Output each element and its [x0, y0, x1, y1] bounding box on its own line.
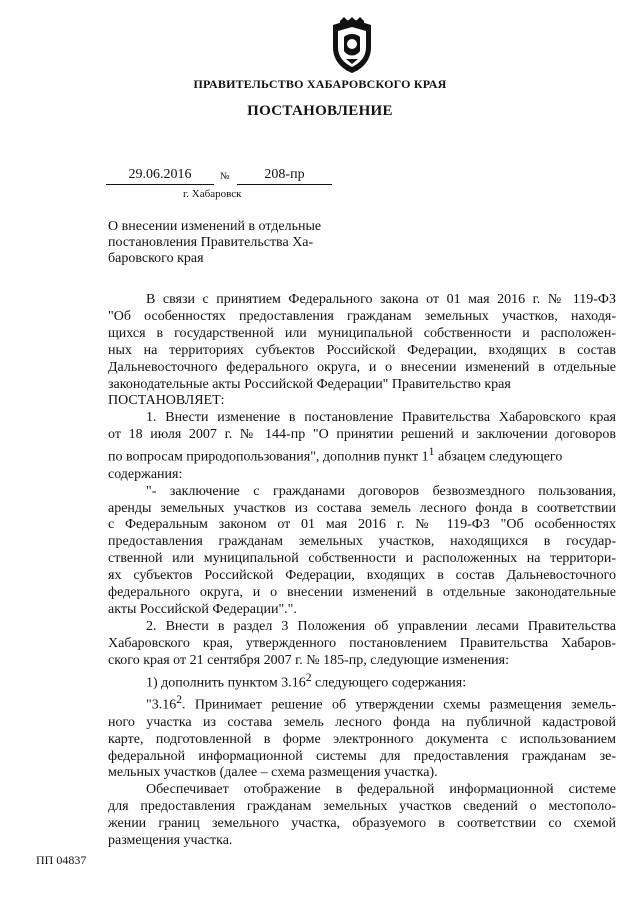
document-type-title: ПОСТАНОВЛЕНИЕ: [247, 103, 393, 119]
subject-line: баровского края: [108, 251, 204, 266]
body-line: ного участка из состава земель лесного фонда на публичной кадастровой: [108, 714, 616, 730]
body-text: 1) дополнить пунктом 3.16: [146, 675, 306, 691]
body-line: с Федеральным законом от 01 мая 2016 г. № 119-ФЗ "Об особенностях: [108, 517, 616, 533]
date-number-line: [106, 166, 332, 188]
body-text: по вопросам природопользования", дополнив пункт 1: [108, 449, 429, 465]
body-line: "- заключение с гражданами договоров безвозмездного пользования,: [146, 483, 616, 499]
body-line: [108, 670, 616, 693]
superscript: 2: [305, 670, 312, 684]
superscript: 1: [428, 445, 435, 459]
body-line: ях субъектов Российской Федерации, входящих в состав Дальневосточного: [108, 568, 616, 584]
body-line: Дальневосточного федерального округа, и о внесении изменений в отдельные: [108, 359, 616, 375]
footer-code: ПП 04837: [36, 853, 87, 867]
document-date: 29.06.2016: [106, 166, 214, 185]
body-line: акты Российской Федерации".".: [108, 601, 297, 617]
body-line: В связи с принятием Федерального закона от 01 мая 2016 г. № 119-ФЗ: [146, 292, 616, 307]
subject-line: О внесении изменений в отдельные: [108, 219, 322, 234]
subject-line: постановления Правительства Ха-: [108, 235, 314, 250]
document-subject: [108, 219, 348, 267]
body-line: 2. Внести в раздел 3 Положения об управлении лесами Правительства: [146, 618, 616, 634]
body-text: следующего содержания:: [311, 675, 467, 691]
body-line: содержания:: [108, 466, 183, 482]
body-text: "3.16: [146, 697, 177, 713]
document-city: г. Хабаровск: [183, 188, 242, 200]
body-line: карте, подготовленной в форме электронного документа с использованием: [108, 731, 616, 747]
body-line: ского края от 21 сентября 2007 г. № 185-пр, следующие изменения:: [108, 652, 510, 668]
body-text: абзацем следующего: [434, 449, 563, 465]
body-line: аренды земельных участков из состава земель лесного фонда в соответствии: [108, 500, 616, 516]
government-name: ПРАВИТЕЛЬСТВО ХАБАРОВСКОГО КРАЯ: [193, 77, 447, 91]
body-line: мельных участков (далее – схема размещения участка).: [108, 765, 438, 781]
body-line: [108, 692, 616, 715]
body-line: Хабаровского края, утвержденного постановлением Правительства Хабаров-: [108, 635, 616, 651]
superscript: 2: [176, 693, 183, 707]
body-text: . Принимает решение об утверждении схемы размещения земель-: [182, 697, 616, 713]
body-line: ственной или муниципальной собственности и расположенных на территори-: [108, 551, 616, 567]
body-line: для предоставления гражданам земельных участков сведений о местополо-: [108, 799, 616, 815]
number-sign: №: [220, 171, 230, 182]
body-line: Обеспечивает отображение в федеральной информационной системе: [146, 782, 616, 798]
body-line: предоставления гражданам земельных участков, находящихся в государ-: [108, 534, 616, 550]
body-line: [108, 444, 616, 467]
body-line: федеральной информационной системы для предоставления гражданам зе-: [108, 748, 616, 764]
body-line: от 18 июля 2007 г. № 144-пр "О принятии решений и заключении договоров: [108, 427, 616, 443]
body-line: "Об особенностях предоставления гражданам земельных участков, находя-: [108, 308, 616, 324]
document-body: [108, 292, 616, 850]
document-number: 208-пр: [237, 166, 332, 185]
body-line: жении границ земельного участка, образуемого в соответствии со схемой: [108, 816, 616, 832]
body-line: федерального округа, и о внесении изменений в отдельные законодательные: [108, 585, 616, 601]
body-line: размещения участка.: [108, 833, 233, 849]
body-line: законодательные акты Российской Федерации" Правительство края: [108, 376, 511, 392]
body-line: ных на территориях субъектов Российской Федерации, входящих в состав: [108, 342, 616, 358]
body-line: 1. Внести изменение в постановление Правительства Хабаровского края: [146, 410, 616, 426]
coat-of-arms-icon: [326, 17, 378, 75]
body-line: ПОСТАНОВЛЯЕТ:: [108, 393, 225, 409]
body-line: щихся в государственной или муниципальной собственности и расположен-: [108, 325, 616, 341]
